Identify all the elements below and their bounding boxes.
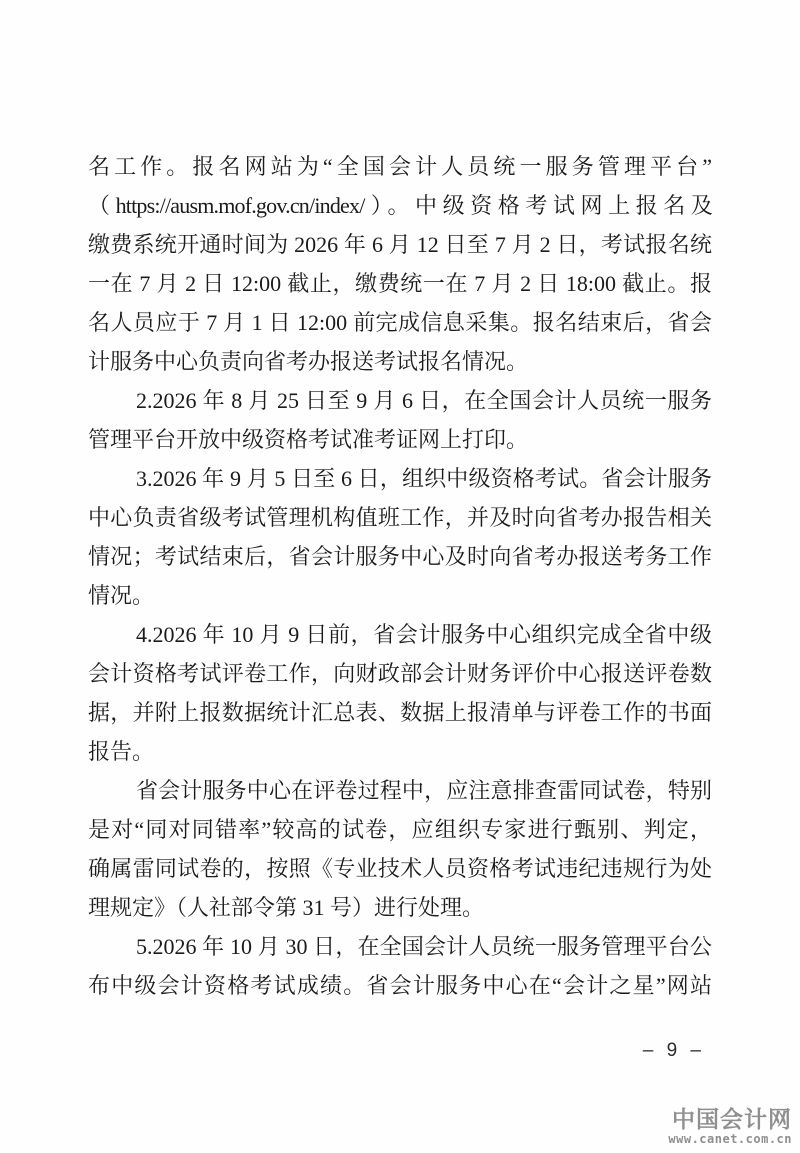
text-line: 省会计服务中心在评卷过程中，应注意排查雷同试卷，特别 xyxy=(136,778,712,803)
text-line: 管理平台开放中级资格考试准考证网上打印。 xyxy=(88,427,529,452)
text-line: 4.2026 年 10 月 9 日前，省会计服务中心组织完成全省中级 xyxy=(136,622,712,647)
text-line: 名工作。报名网站为“全国会计人员统一服务管理平台” xyxy=(88,154,712,179)
text-line: 是对“同对同错率”较高的试卷，应组织专家进行甄别、判定， xyxy=(88,817,712,842)
text-line: 5.2026 年 10 月 30 日，在全国会计人员统一服务管理平台公 xyxy=(136,934,712,959)
text-line: （https://ausm.mof.gov.cn/index/）。中级资格考试网上报名及 xyxy=(88,193,712,218)
text-line: 计服务中心负责向省考办报送考试报名情况。 xyxy=(88,349,529,374)
watermark xyxy=(668,1106,792,1147)
text-line: 理规定》（人社部令第 31 号）进行处理。 xyxy=(88,895,485,920)
text-line: 情况。 xyxy=(88,583,155,608)
watermark-logo-text: 中国会计网 xyxy=(672,1106,792,1132)
text-line: 确属雷同试卷的，按照《专业技术人员资格考试违纪违规行为处 xyxy=(88,856,712,881)
body-text xyxy=(88,147,712,1005)
text-line: 报告。 xyxy=(88,739,155,764)
text-line: 情况；考试结束后，省会计服务中心及时向省考办报送考务工作 xyxy=(88,544,712,569)
text-line: 名人员应于 7 月 1 日 12:00 前完成信息采集。报名结束后，省会 xyxy=(88,310,712,335)
text-line: 2.2026 年 8 月 25 日至 9 月 6 日，在全国会计人员统一服务 xyxy=(136,388,712,413)
text-line: 缴费系统开通时间为 2026 年 6 月 12 日至 7 月 2 日，考试报名统 xyxy=(88,232,712,257)
text-line: 会计资格考试评卷工作，向财政部会计财务评价中心报送评卷数 xyxy=(88,661,712,686)
text-line: 3.2026 年 9 月 5 日至 6 日，组织中级资格考试。省会计服务 xyxy=(136,466,712,491)
text-line: 中心负责省级考试管理机构值班工作，并及时向省考办报告相关 xyxy=(88,505,712,530)
text-line: 据，并附上报数据统计汇总表、数据上报清单与评卷工作的书面 xyxy=(88,700,712,725)
text-line: 布中级会计资格考试成绩。省会计服务中心在“会计之星”网站 xyxy=(88,973,712,998)
page-number: – 9 – xyxy=(642,1040,705,1061)
text-line: 一在 7 月 2 日 12:00 截止，缴费统一在 7 月 2 日 18:00 截止。报 xyxy=(88,271,712,296)
watermark-url: www.canet.com.cn xyxy=(668,1132,792,1146)
